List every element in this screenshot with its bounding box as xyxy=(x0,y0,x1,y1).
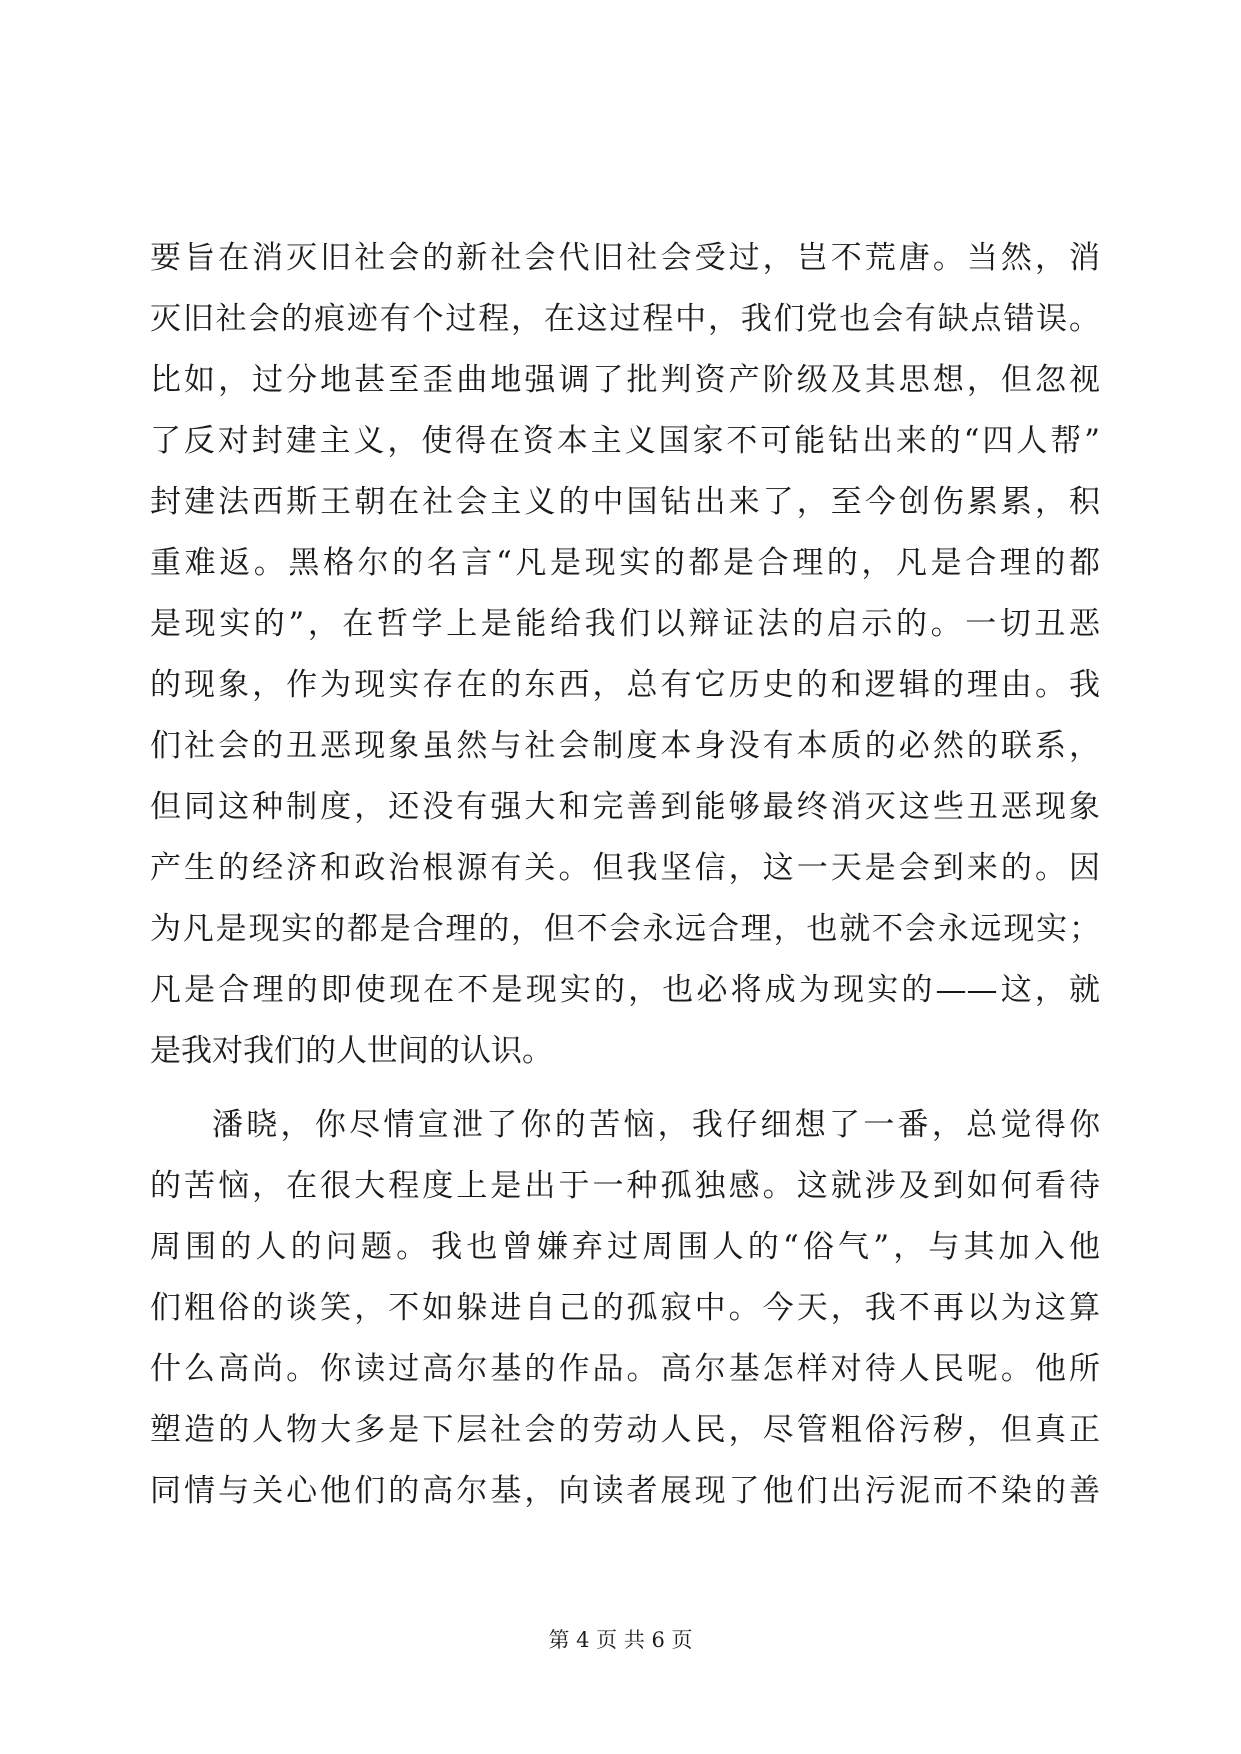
paragraph-2 xyxy=(150,1095,1100,1522)
text-line: 了反对封建主义，使得在资本主义国家不可能钻出来的“四人帮” xyxy=(150,423,1100,459)
text-line: 是我对我们的人世间的认识。 xyxy=(150,1033,553,1069)
text-line: 们粗俗的谈笑，不如躲进自己的孤寂中。今天，我不再以为这算 xyxy=(150,1290,1100,1326)
text-line: 比如，过分地甚至歪曲地强调了批判资产阶级及其思想，但忽视 xyxy=(150,362,1100,398)
text-line: 灭旧社会的痕迹有个过程，在这过程中，我们党也会有缺点错误。 xyxy=(150,301,1100,337)
page-number-label: 第 4 页 共 6 页 xyxy=(548,1628,693,1652)
text-line: 凡是合理的即使现在不是现实的，也必将成为现实的——这，就 xyxy=(150,972,1100,1008)
text-line: 什么高尚。你读过高尔基的作品。高尔基怎样对待人民呢。他所 xyxy=(150,1351,1100,1387)
text-line: 同情与关心他们的高尔基，向读者展现了他们出污泥而不染的善 xyxy=(150,1473,1100,1509)
text-line: 的现象，作为现实存在的东西，总有它历史的和逻辑的理由。我 xyxy=(150,667,1100,703)
text-line: 的苦恼，在很大程度上是出于一种孤独感。这就涉及到如何看待 xyxy=(150,1168,1100,1204)
text-line: 周围的人的问题。我也曾嫌弃过周围人的“俗气”，与其加入他 xyxy=(150,1229,1100,1265)
text-line: 塑造的人物大多是下层社会的劳动人民，尽管粗俗污秽，但真正 xyxy=(150,1412,1100,1448)
text-line: 产生的经济和政治根源有关。但我坚信，这一天是会到来的。因 xyxy=(150,850,1100,886)
text-line: 们社会的丑恶现象虽然与社会制度本身没有本质的必然的联系， xyxy=(150,728,1100,764)
text-line: 潘晓，你尽情宣泄了你的苦恼，我仔细想了一番，总觉得你 xyxy=(212,1107,1100,1143)
page-footer xyxy=(0,1624,1241,1654)
text-line: 是现实的”，在哲学上是能给我们以辩证法的启示的。一切丑恶 xyxy=(150,606,1100,642)
paragraph-1 xyxy=(150,228,1100,1082)
text-line: 重难返。黑格尔的名言“凡是现实的都是合理的，凡是合理的都 xyxy=(150,545,1100,581)
text-line: 封建法西斯王朝在社会主义的中国钻出来了，至今创伤累累，积 xyxy=(150,484,1100,520)
text-line: 为凡是现实的都是合理的，但不会永远合理，也就不会永远现实； xyxy=(150,911,1100,947)
body-text xyxy=(150,228,1100,1522)
text-line: 要旨在消灭旧社会的新社会代旧社会受过，岂不荒唐。当然，消 xyxy=(150,240,1100,276)
text-line: 但同这种制度，还没有强大和完善到能够最终消灭这些丑恶现象 xyxy=(150,789,1100,825)
